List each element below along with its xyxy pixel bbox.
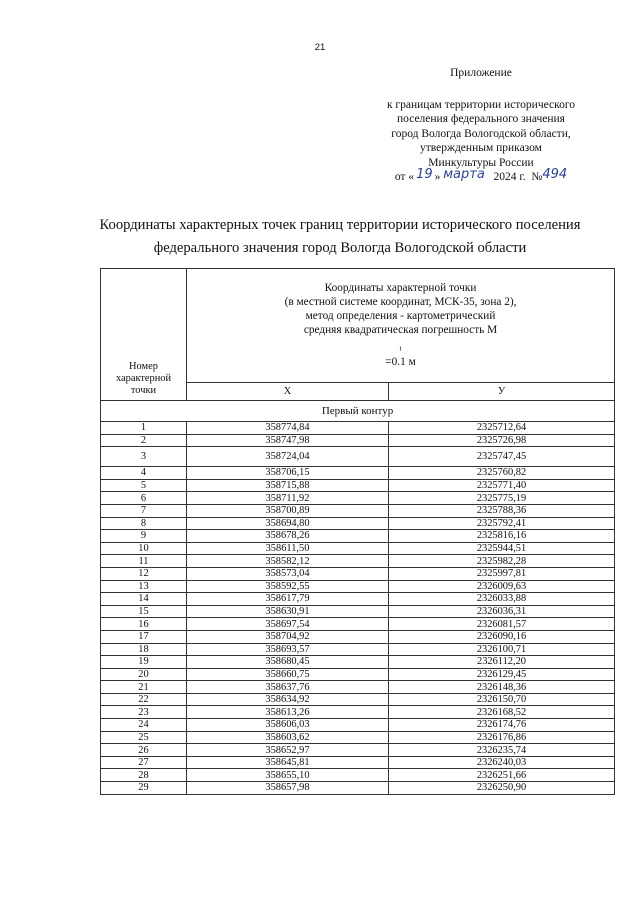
y-coordinate-cell: 2326036,31 [389, 605, 615, 618]
x-coordinate-cell: 358693,57 [187, 643, 389, 656]
document-title-line-1: Координаты характерных точек границ территории исторического поселения [99, 217, 581, 233]
y-coordinate-cell: 2325792,41 [389, 517, 615, 530]
x-coordinate-cell: 358660,75 [187, 668, 389, 681]
point-number-cell: 6 [101, 492, 187, 505]
appendix-line-4: утвержденным приказом [420, 142, 542, 154]
y-coordinate-cell: 2325788,36 [389, 504, 615, 517]
point-number-cell: 14 [101, 593, 187, 606]
table-row [101, 643, 615, 656]
x-coordinate-cell: 358678,26 [187, 530, 389, 543]
point-number-cell: 26 [101, 744, 187, 757]
description-line-4-text: средняя квадратическая погрешность M [303, 324, 498, 337]
y-coordinate-cell: 2325997,81 [389, 567, 615, 580]
table-row [101, 530, 615, 543]
coordinates-table [100, 268, 615, 795]
y-coordinate-cell: 2326100,71 [389, 643, 615, 656]
appendix-block [360, 66, 602, 185]
x-coordinate-cell: 358573,04 [187, 567, 389, 580]
description-subscript: t [399, 344, 402, 353]
table-row [101, 744, 615, 757]
table-row [101, 668, 615, 681]
y-coordinate-cell: 2326081,57 [389, 618, 615, 631]
point-number-cell: 18 [101, 643, 187, 656]
table-row [101, 593, 615, 606]
appendix-title: Приложение [450, 67, 512, 79]
point-number-cell: 12 [101, 567, 187, 580]
x-coordinate-cell: 358606,03 [187, 719, 389, 732]
x-coordinate-cell: 358680,45 [187, 656, 389, 669]
point-number-cell: 13 [101, 580, 187, 593]
table-row [101, 504, 615, 517]
point-number-cell: 7 [101, 504, 187, 517]
y-coordinate-cell: 2326168,52 [389, 706, 615, 719]
point-number-header [101, 269, 187, 401]
y-coordinate-cell: 2326150,70 [389, 693, 615, 706]
table-row [101, 467, 615, 480]
order-day-handwritten: 19 [416, 167, 433, 182]
point-number-cell: 22 [101, 693, 187, 706]
y-coordinate-cell: 2326090,16 [389, 630, 615, 643]
x-coordinate-cell: 358617,79 [187, 593, 389, 606]
x-coordinate-cell: 358774,84 [187, 422, 389, 435]
point-number-cell: 21 [101, 681, 187, 694]
table-row [101, 769, 615, 782]
x-coordinate-cell: 358637,76 [187, 681, 389, 694]
order-prefix: от « [394, 171, 415, 183]
y-coordinate-cell: 2326240,03 [389, 756, 615, 769]
x-coordinate-cell: 358706,15 [187, 467, 389, 480]
point-number-cell: 24 [101, 719, 187, 732]
table-row [101, 434, 615, 447]
x-coordinate-cell: 358704,92 [187, 630, 389, 643]
point-number-cell: 17 [101, 630, 187, 643]
x-coordinate-cell: 358655,10 [187, 769, 389, 782]
point-number-cell: 29 [101, 782, 187, 795]
page-number: 21 [314, 42, 326, 53]
y-coordinate-cell: 2325760,82 [389, 467, 615, 480]
point-number-cell: 23 [101, 706, 187, 719]
point-number-cell: 25 [101, 731, 187, 744]
table-header-row [101, 269, 615, 383]
point-number-cell: 8 [101, 517, 187, 530]
x-column-header: X [187, 382, 389, 400]
y-coordinate-cell: 2325775,19 [389, 492, 615, 505]
x-coordinate-cell: 358613,26 [187, 706, 389, 719]
appendix-line-3: город Вологда Вологодской области, [391, 127, 571, 140]
y-coordinate-cell: 2326148,36 [389, 681, 615, 694]
description-line-1: Координаты характерной точки [324, 282, 477, 295]
x-coordinate-cell: 358711,92 [187, 492, 389, 505]
contour-label: Первый контур [101, 401, 615, 422]
x-coordinate-cell: 358582,12 [187, 555, 389, 568]
y-coordinate-cell: 2326235,74 [389, 744, 615, 757]
point-number-cell: 4 [101, 467, 187, 480]
y-coordinate-cell: 2325726,98 [389, 434, 615, 447]
y-coordinate-cell: 2325982,28 [389, 555, 615, 568]
x-coordinate-cell: 358657,98 [187, 782, 389, 795]
order-year: 2024 г. [493, 171, 526, 183]
point-number-cell: 2 [101, 434, 187, 447]
order-number-handwritten: 494 [542, 167, 568, 182]
table-row [101, 756, 615, 769]
x-coordinate-cell: 358700,89 [187, 504, 389, 517]
x-coordinate-cell: 358634,92 [187, 693, 389, 706]
x-coordinate-cell: 358652,97 [187, 744, 389, 757]
table-row [101, 618, 615, 631]
table-row [101, 447, 615, 467]
x-coordinate-cell: 358715,88 [187, 479, 389, 492]
point-number-header-line-1: Номер [129, 361, 158, 372]
point-number-cell: 9 [101, 530, 187, 543]
point-number-header-line-3: точки [130, 385, 157, 396]
point-number-cell: 28 [101, 769, 187, 782]
order-month-handwritten: марта [443, 167, 485, 182]
table-row [101, 555, 615, 568]
table-row [101, 719, 615, 732]
coordinates-description-header [187, 269, 615, 383]
table-row [101, 706, 615, 719]
appendix-line-1: к границам территории исторического [386, 98, 576, 111]
table-row [101, 479, 615, 492]
appendix-line-2: поселения федерального значения [397, 113, 565, 125]
document-title-line-2: федерального значения город Вологда Вологодской области [153, 240, 527, 256]
point-number-cell: 19 [101, 656, 187, 669]
table-row [101, 656, 615, 669]
order-mid: » [434, 171, 441, 183]
y-coordinate-cell: 2326174,76 [389, 719, 615, 732]
appendix-line-5: Минкультуры России [428, 156, 534, 169]
table-row [101, 630, 615, 643]
y-coordinate-cell: 2326112,20 [389, 656, 615, 669]
description-line-2: (в местной системе координат, МСК-35, зона 2), [284, 296, 517, 309]
table-row [101, 782, 615, 795]
point-number-cell: 11 [101, 555, 187, 568]
y-coordinate-cell: 2326129,45 [389, 668, 615, 681]
table-row [101, 580, 615, 593]
x-coordinate-cell: 358724,04 [187, 447, 389, 467]
y-coordinate-cell: 2326251,66 [389, 769, 615, 782]
y-coordinate-cell: 2325816,16 [389, 530, 615, 543]
order-date-line [360, 167, 602, 185]
contour-row [101, 401, 615, 422]
point-number-cell: 15 [101, 605, 187, 618]
table-row [101, 731, 615, 744]
table-row [101, 693, 615, 706]
x-coordinate-cell: 358747,98 [187, 434, 389, 447]
x-coordinate-cell: 358603,62 [187, 731, 389, 744]
y-coordinate-cell: 2325944,51 [389, 542, 615, 555]
document-title [60, 214, 620, 260]
point-number-cell: 1 [101, 422, 187, 435]
table-row [101, 681, 615, 694]
x-coordinate-cell: 358630,91 [187, 605, 389, 618]
table-row [101, 567, 615, 580]
y-coordinate-cell: 2326250,90 [389, 782, 615, 795]
table-row [101, 605, 615, 618]
table-row [101, 422, 615, 435]
description-line-3: метод определения - картометрический [305, 310, 496, 323]
y-coordinate-cell: 2325771,40 [389, 479, 615, 492]
description-line-4 [187, 323, 614, 369]
point-number-cell: 27 [101, 756, 187, 769]
y-coordinate-cell: 2326009,63 [389, 580, 615, 593]
table-row [101, 517, 615, 530]
y-coordinate-cell: 2326033,88 [389, 593, 615, 606]
x-coordinate-cell: 358694,80 [187, 517, 389, 530]
point-number-cell: 16 [101, 618, 187, 631]
description-tail: =0.1 м [385, 356, 416, 369]
point-number-header-line-2: характерной [115, 373, 172, 384]
x-coordinate-cell: 358697,54 [187, 618, 389, 631]
point-number-cell: 5 [101, 479, 187, 492]
point-number-cell: 3 [101, 447, 187, 467]
x-coordinate-cell: 358592,55 [187, 580, 389, 593]
point-number-cell: 20 [101, 668, 187, 681]
point-number-cell: 10 [101, 542, 187, 555]
y-coordinate-cell: 2325747,45 [389, 447, 615, 467]
x-coordinate-cell: 358611,50 [187, 542, 389, 555]
x-coordinate-cell: 358645,81 [187, 756, 389, 769]
y-coordinate-cell: 2325712,64 [389, 422, 615, 435]
table-row [101, 542, 615, 555]
y-coordinate-cell: 2326176,86 [389, 731, 615, 744]
order-number-label: № [531, 171, 543, 183]
y-column-header: У [389, 382, 615, 400]
table-row [101, 492, 615, 505]
